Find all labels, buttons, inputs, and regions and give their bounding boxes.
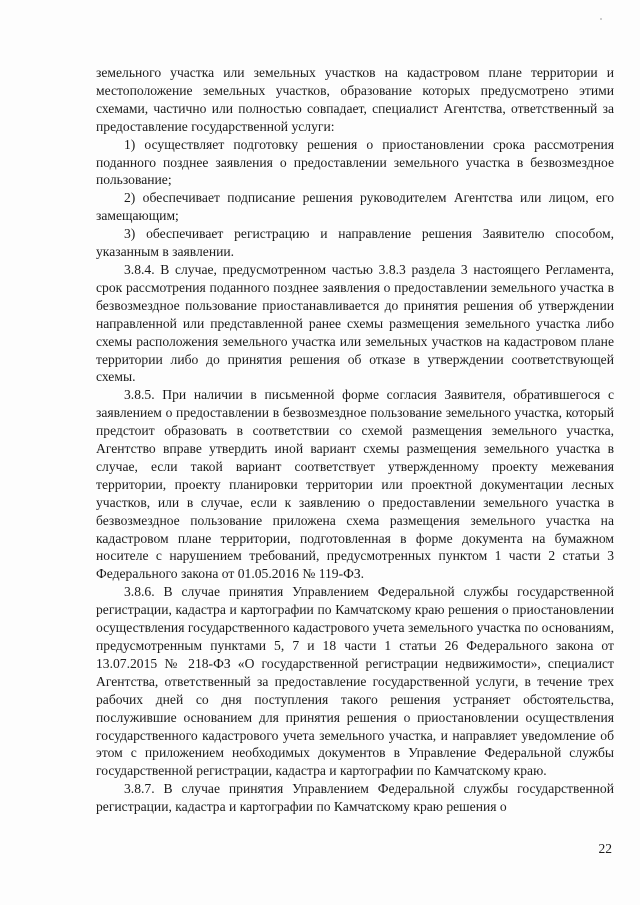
paragraph-3-8-7: 3.8.7. В случае принятия Управлением Федеральной службы государственной регистрации, кадастра и картографии по Камчатскому краю решения о (96, 781, 614, 815)
paragraph-item-1: 1) осуществляет подготовку решения о приостановлении срока рассмотрения поданного позднее заявления о предоставлении земельного участка в безвозмездное пользование; (96, 136, 614, 188)
document-body (96, 64, 614, 816)
paragraph-3-8-5: 3.8.5. При наличии в письменной форме согласия Заявителя, обратившегося с заявлением о предоставлении в безвозмездное пользование земельного участка, который предстоит образовать в соответствии со схемой размещения земельного участка, Агентство вправе утвердить иной вариант схемы размещения земельного участка в случае, если такой вариант соответствует утвержденному проекту межевания территории, проекту планировки территории или проектной документации лесных участков, или в случае, если к заявлению о предоставлении земельного участка в безвозмездное пользование приложена схема размещения земельного участка на кадастровом плане территории, подготовленная в форме документа на бумажном носителе с нарушением требований, предусмотренных пунктом 1 части 2 статьи 3 Федерального закона от 01.05.2016 № 119-ФЗ. (96, 387, 614, 582)
paragraph-3-8-6: 3.8.6. В случае принятия Управлением Федеральной службы государственной регистрации, кадастра и картографии по Камчатскому краю решения о приостановлении осуществления государственного кадастрового учета земельного участка по основаниям, предусмотренным пунктами 5, 7 и 18 части 1 статьи 26 Федерального закона от 13.07.2015 № 218-ФЗ «О государственной регистрации недвижимости», специалист Агентства, ответственный за предоставление государственной услуги, в течение трех рабочих дней со дня поступления такого решения устраняет обстоятельства, послужившие основанием для принятия решения о приостановлении осуществления государственного кадастрового учета земельного участка, и направляет уведомление об этом с приложением необходимых документов в Управление Федеральной службы государственной регистрации, кадастра и картографии по Камчатскому краю. (96, 584, 614, 779)
paragraph-item-3: 3) обеспечивает регистрацию и направление решения Заявителю способом, указанным в заявлении. (96, 226, 614, 260)
page-number: 22 (598, 841, 612, 856)
scan-speck (600, 18, 602, 20)
paragraph-continuation: земельного участка или земельных участков на кадастровом плане территории и местоположение земельных участков, образование которых предусмотрено этими схемами, частично или полностью совпадает, специалист Агентства, ответственный за предоставление государственной услуги: (96, 65, 614, 134)
paragraph-item-2: 2) обеспечивает подписание решения руководителем Агентства или лицом, его замещающим; (96, 190, 614, 224)
paragraph-3-8-4: 3.8.4. В случае, предусмотренном частью 3.8.3 раздела 3 настоящего Регламента, срок рассмотрения поданного позднее заявления о предоставлении земельного участка в безвозмездное пользование приостанавливается до принятия решения об утверждении направленной или представленной ранее схемы размещения земельного участка либо схемы расположения земельного участка или земельных участков на кадастровом плане территории либо до принятия решения об отказе в утверждении соответствующей схемы. (96, 261, 614, 385)
